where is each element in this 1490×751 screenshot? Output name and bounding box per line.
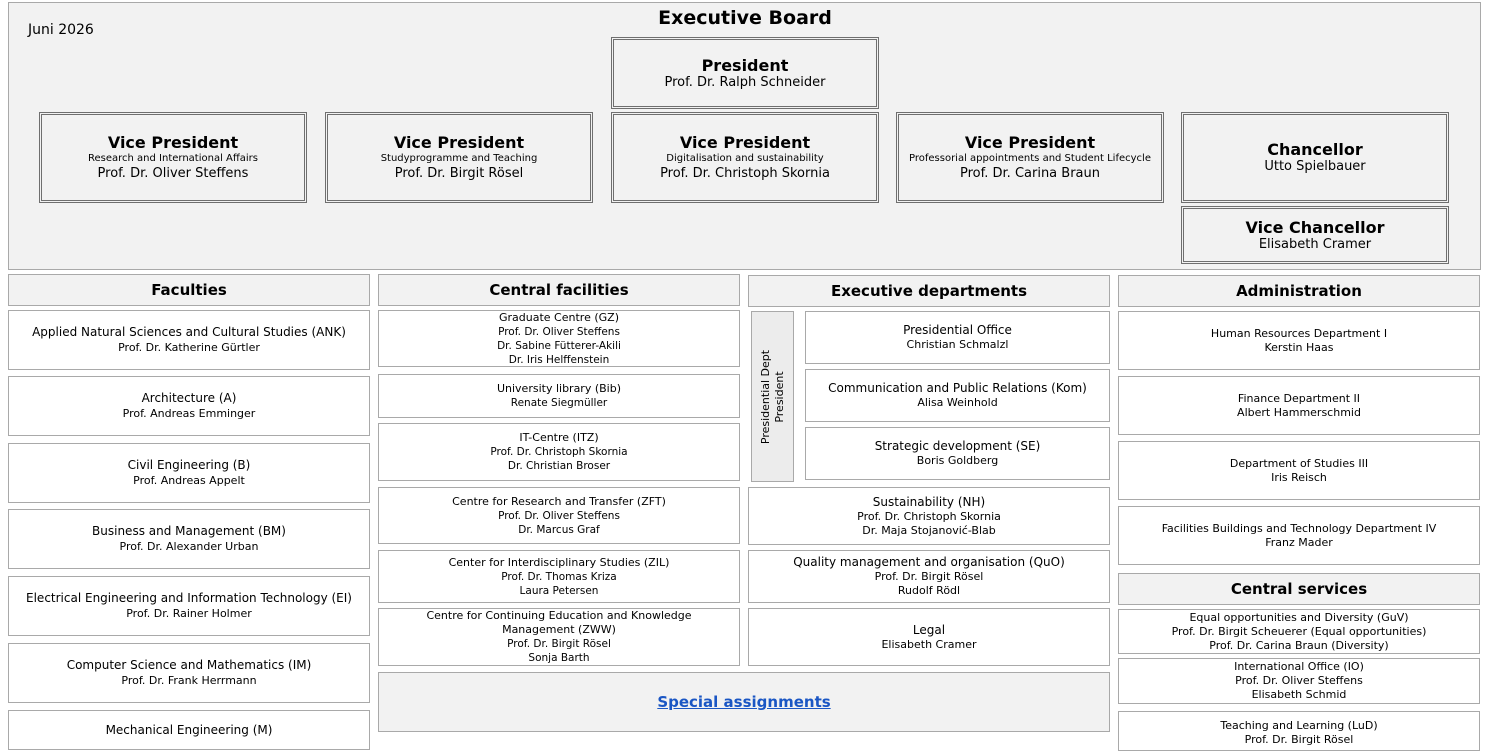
faculties-header: Faculties — [8, 274, 370, 306]
faculty-title: Architecture (A) — [141, 391, 237, 405]
chancellor-box[interactable] — [1181, 112, 1449, 203]
department-person: Christian Schmalzl — [906, 338, 1009, 351]
department-title: Quality management and organisation (QuO) — [793, 555, 1065, 569]
facility-box[interactable] — [378, 374, 740, 418]
facility-box[interactable] — [378, 423, 740, 481]
department-title: Presidential Office — [903, 323, 1012, 337]
department-person: Rudolf Rödl — [897, 584, 961, 597]
vp-role: Vice President — [964, 133, 1096, 152]
administration-header: Administration — [1118, 275, 1480, 307]
faculty-box[interactable] — [8, 376, 370, 436]
faculty-box[interactable] — [8, 509, 370, 569]
department-title: Communication and Public Relations (Kom) — [828, 381, 1087, 395]
facility-box[interactable] — [378, 550, 740, 603]
faculty-title: Electrical Engineering and Information Technology (EI) — [26, 591, 352, 605]
executive-board-title: Executive Board — [658, 7, 832, 29]
presidential-dept-label — [751, 311, 794, 482]
central-facilities-header: Central facilities — [378, 274, 740, 306]
vice-president-box[interactable] — [325, 112, 593, 203]
service-box[interactable] — [1118, 711, 1480, 751]
administration-box[interactable] — [1118, 441, 1480, 500]
faculty-box[interactable] — [8, 310, 370, 370]
chancellor-role: Chancellor — [1267, 140, 1363, 159]
vp-name: Prof. Dr. Oliver Steffens — [97, 166, 249, 181]
faculty-dean: Prof. Andreas Appelt — [133, 474, 245, 487]
facility-person: Sonja Barth — [528, 652, 590, 664]
faculty-dean: Prof. Dr. Rainer Holmer — [126, 607, 252, 620]
administration-person: Kerstin Haas — [1264, 340, 1334, 354]
administration-person: Iris Reisch — [1271, 470, 1327, 484]
vice-president-box[interactable] — [611, 112, 879, 203]
faculty-box[interactable] — [8, 710, 370, 750]
department-box[interactable] — [748, 487, 1110, 545]
facility-person: Prof. Dr. Birgit Rösel — [507, 638, 611, 650]
facility-person: Dr. Iris Helffenstein — [508, 353, 610, 366]
service-person: Prof. Dr. Oliver Steffens — [1235, 674, 1363, 687]
service-box[interactable] — [1118, 658, 1480, 704]
facility-title: Center for Interdisciplinary Studies (ZIL) — [448, 555, 670, 569]
president-name: Prof. Dr. Ralph Schneider — [664, 74, 826, 90]
vp-role: Vice President — [393, 133, 525, 152]
faculty-dean: Prof. Andreas Emminger — [122, 407, 256, 420]
facility-person: Dr. Sabine Fütterer-Akili — [497, 339, 621, 352]
facility-box[interactable] — [378, 608, 740, 666]
administration-title: Facilities Buildings and Technology Department IV — [1161, 521, 1437, 535]
department-title: Strategic development (SE) — [874, 439, 1041, 453]
department-person: Boris Goldberg — [916, 454, 999, 467]
president-box[interactable] — [611, 37, 879, 109]
vice-chancellor-box[interactable] — [1181, 206, 1449, 264]
service-person: Prof. Dr. Carina Braun (Diversity) — [1209, 638, 1389, 652]
vp-name: Prof. Dr. Carina Braun — [960, 166, 1100, 181]
department-title: Sustainability (NH) — [872, 494, 986, 509]
vice-chancellor-name: Elisabeth Cramer — [1258, 236, 1372, 252]
executive-departments-header: Executive departments — [748, 275, 1110, 307]
faculty-dean: Prof. Dr. Frank Herrmann — [121, 674, 257, 687]
faculty-dean: Prof. Dr. Alexander Urban — [119, 540, 259, 553]
facility-person: Prof. Dr. Christoph Skornia — [490, 446, 628, 458]
department-person: Elisabeth Cramer — [881, 637, 977, 651]
facility-person: Laura Petersen — [519, 584, 599, 597]
service-person: Elisabeth Schmid — [1251, 688, 1347, 701]
president-role: President — [701, 55, 789, 75]
date-label: Juni 2026 — [28, 22, 94, 38]
faculty-title: Business and Management (BM) — [92, 524, 286, 538]
administration-person: Albert Hammerschmid — [1237, 405, 1361, 419]
facility-title: Centre for Research and Transfer (ZFT) — [452, 494, 666, 508]
vp-area: Professorial appointments and Student Lifecycle — [909, 153, 1151, 164]
vp-role: Vice President — [679, 133, 811, 152]
department-box[interactable] — [748, 550, 1110, 603]
administration-title: Human Resources Department I — [1210, 326, 1388, 340]
department-box[interactable] — [805, 311, 1110, 364]
vp-role: Vice President — [107, 133, 239, 152]
administration-box[interactable] — [1118, 376, 1480, 435]
service-title: Equal opportunities and Diversity (GuV) — [1189, 610, 1409, 624]
department-title: Legal — [912, 622, 946, 637]
presidential-dept-name: Presidential Dept — [758, 349, 772, 444]
facility-box[interactable] — [378, 487, 740, 544]
service-title: International Office (IO) — [1234, 660, 1364, 673]
service-person: Prof. Dr. Birgit Rösel — [1244, 733, 1354, 746]
service-title: Teaching and Learning (LuD) — [1220, 719, 1378, 732]
central-services-header: Central services — [1118, 573, 1480, 605]
faculty-box[interactable] — [8, 576, 370, 636]
service-box[interactable] — [1118, 609, 1480, 654]
administration-person: Franz Mader — [1265, 535, 1333, 549]
administration-box[interactable] — [1118, 311, 1480, 370]
facility-title: Graduate Centre (GZ) — [499, 310, 619, 324]
department-box[interactable] — [748, 608, 1110, 666]
vice-president-box[interactable] — [896, 112, 1164, 203]
vp-name: Prof. Dr. Birgit Rösel — [394, 166, 524, 181]
faculty-box[interactable] — [8, 443, 370, 503]
facility-title: University library (Bib) — [496, 382, 622, 395]
facility-person: Renate Siegmüller — [510, 397, 608, 409]
facility-title: IT-Centre (ITZ) — [519, 431, 599, 444]
faculty-box[interactable] — [8, 643, 370, 703]
administration-box[interactable] — [1118, 506, 1480, 565]
faculty-title: Computer Science and Mathematics (IM) — [66, 658, 312, 672]
department-person: Prof. Dr. Christoph Skornia — [857, 509, 1001, 523]
facility-title: Centre for Continuing Education and Knowledge Management (ZWW) — [426, 609, 692, 636]
special-assignments-link[interactable]: Special assignments — [657, 693, 831, 711]
facility-person: Prof. Dr. Thomas Kriza — [501, 570, 617, 583]
administration-title: Finance Department II — [1237, 391, 1361, 405]
facility-person: Prof. Dr. Oliver Steffens — [498, 325, 620, 338]
chancellor-name: Utto Spielbauer — [1264, 159, 1366, 174]
vp-area: Digitalisation and sustainability — [666, 153, 824, 164]
vp-area: Studyprogramme and Teaching — [380, 153, 538, 164]
administration-title: Department of Studies III — [1229, 456, 1369, 470]
vice-chancellor-role: Vice Chancellor — [1245, 217, 1385, 237]
department-box[interactable] — [805, 369, 1110, 422]
faculty-title: Civil Engineering (B) — [127, 458, 251, 472]
service-person: Prof. Dr. Birgit Scheuerer (Equal opportunities) — [1171, 624, 1427, 638]
faculty-title: Applied Natural Sciences and Cultural Studies (ANK) — [32, 325, 346, 339]
department-person: Prof. Dr. Birgit Rösel — [874, 570, 984, 583]
department-person: Dr. Maja Stojanović-Blab — [862, 523, 996, 537]
vice-president-box[interactable] — [39, 112, 307, 203]
faculty-dean: Prof. Dr. Katherine Gürtler — [118, 341, 260, 354]
vp-area: Research and International Affairs — [88, 153, 258, 164]
department-person: Alisa Weinhold — [917, 396, 998, 409]
facility-person: Prof. Dr. Oliver Steffens — [498, 509, 620, 522]
facility-box[interactable] — [378, 310, 740, 367]
faculty-title: Mechanical Engineering (M) — [105, 723, 273, 737]
facility-person: Dr. Marcus Graf — [518, 523, 600, 536]
department-box[interactable] — [805, 427, 1110, 480]
special-assignments-panel — [378, 672, 1110, 732]
presidential-dept-head: President — [772, 370, 786, 423]
vp-name: Prof. Dr. Christoph Skornia — [660, 166, 830, 181]
facility-person: Dr. Christian Broser — [507, 460, 611, 472]
